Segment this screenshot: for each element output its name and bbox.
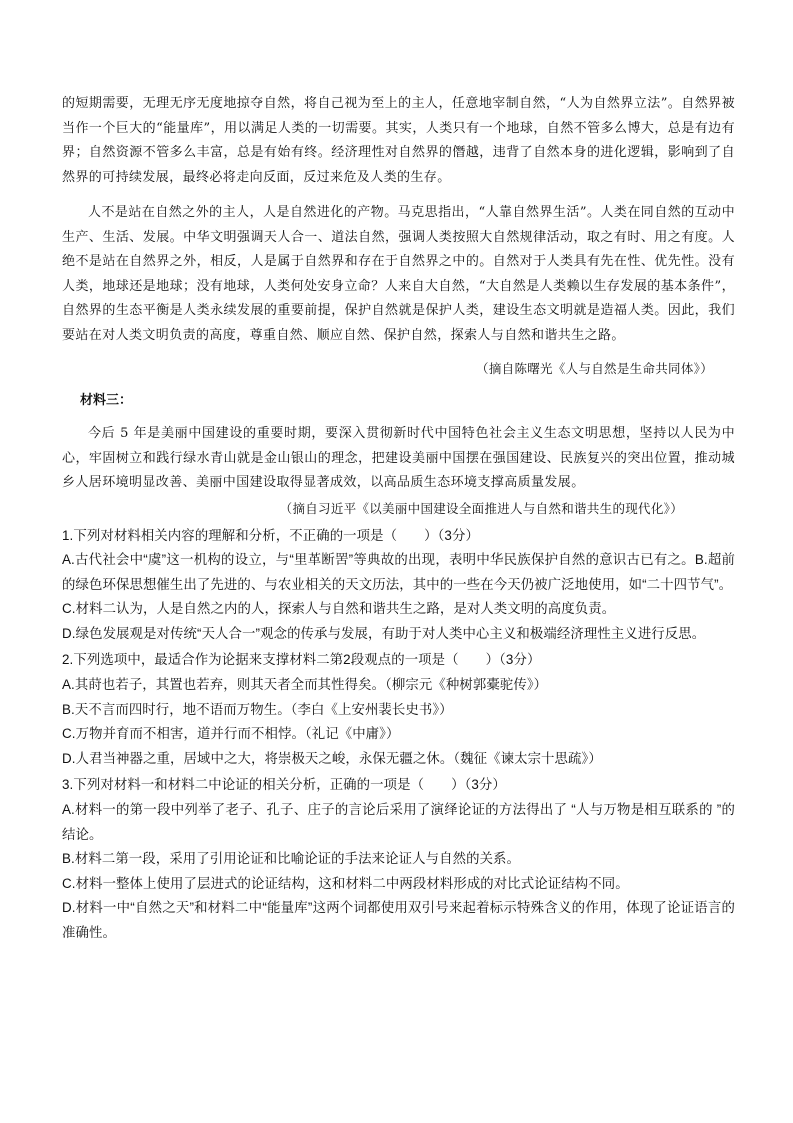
material3-heading: 材料三： <box>80 393 133 408</box>
question-3-option-b: B.材料二第一段，采用了引用论证和比喻论证的手法来论证人与自然的关系。 <box>62 851 521 867</box>
material3-source: （摘自习近平《以美丽中国建设全面推进人与自然和谐共生的现代化》） <box>279 500 683 516</box>
question-1-option-d: D.绿色发展观是对传统“天人合一”观念的传承与发展，有助于对人类中心主义和极端经济理性主义进行反思。 <box>62 625 706 641</box>
question-3-option-d: D.材料一中“自然之天”和材料二中“能量库”这两个词都使用双引号来起着标示特殊含义的作用，体现了论证语言的准确性。 <box>62 900 735 940</box>
question-3-stem: 3.下列对材料一和材料二中论证的相关分析，正确的一项是（ ）（3分） <box>62 777 506 793</box>
question-2-stem: 2.下列选项中，最适合作为论据来支撑材料二第2段观点的一项是（ ）（3分） <box>62 652 541 668</box>
question-2-option-c: C.万物并育而不相害，道并行而不相悖。（礼记《中庸》） <box>62 726 400 742</box>
question-2 <box>62 648 735 771</box>
question-1 <box>62 524 735 647</box>
question-2-option-b: B.天不言而四时行，地不语而万物生。（李白《上安州裴长史书》） <box>62 701 453 717</box>
question-3-option-a: A.材料一的第一段中列举了老子、孔子、庄子的言论后采用了演绎论证的方法得出了 “人与万物是相互联系的 ”的结论。 <box>62 802 735 842</box>
question-2-option-d: D.人君当神器之重，居域中之大，将崇极天之峻，永保无疆之休。（魏征《谏太宗十思疏》） <box>62 750 602 766</box>
question-3-option-c: C.材料一整体上使用了层进式的论证结构，这和材料二中两段材料形成的对比式论证结构不同。 <box>62 875 629 891</box>
question-1-stem: 1.下列对材料相关内容的理解和分析，不正确的一项是（ ）（3分） <box>62 527 479 543</box>
material3-paragraph: 今后 5 年是美丽中国建设的重要时期，要深入贯彻新时代中国特色社会主义生态文明思想，坚持以人民为中心，牢固树立和践行绿水青山就是金山银山的理念，把建设美丽中国摆在强国建设、民族复兴的突出位置，推动城乡人居环境明显改善、美丽中国建设取得显著成效，以高品质生态环境支撑高质量发展。 <box>62 426 735 490</box>
question-3 <box>62 773 735 945</box>
question-2-option-a: A.其莳也若子，其置也若弃，则其天者全而其性得矣。（柳宗元《种树郭橐驼传》） <box>62 677 548 693</box>
question-1-option-a-b: A.古代社会中“虞”这一机构的设立，与“里革断罟”等典故的出现，表明中华民族保护自然的意识古已有之。B.超前的绿色环保思想催生出了先进的、与农业相关的天文历法，其中的一些在今天仍被广泛地使用，如“二十四节气”。 <box>62 552 735 592</box>
material2-source: （摘自陈曙光《人与自然是生命共同体》） <box>476 361 713 376</box>
material2-paragraph-2: 人不是站在自然之外的主人，人是自然进化的产物。马克思指出，“人靠自然界生活”。人类在同自然的互动中生产、生活、发展。中华文明强调天人合一、道法自然，强调人类按照大自然规律活动，取之有时、用之有度。人绝不是站在自然界之外，相反，人是属于自然界和存在于自然界之中的。自然对于人类具有先在性、优先性。没有人类，地球还是地球；没有地球，人类何处安身立命？人来自大自然，“大自然是人类赖以生存发展的基本条件”，自然界的生态平衡是人类永续发展的重要前提，保护自然就是保护人类，建设生态文明就是造福人类。因此，我们要站在对人类文明负责的高度，尊重自然、顺应自然、保护自然，探索人与自然和谐共生之路。 <box>62 205 735 343</box>
question-1-option-c: C.材料二认为，人是自然之内的人，探索人与自然和谐共生之路，是对人类文明的高度负责。 <box>62 601 616 617</box>
material2-paragraph-1: 的短期需要，无理无序无度地掠夺自然，将自己视为至上的主人，任意地宰制自然，“人为自然界立法”。自然界被当作一个巨大的“能量库”，用以满足人类的一切需要。其实，人类只有一个地球，自然不管多么博大，总是有边有界；自然资源不管多么丰富，总是有始有终。经济理性对自然界的僭越，违背了自然本身的进化逻辑，影响到了自然界的可持续发展，最终必将走向反面，反过来危及人类的生存。 <box>62 96 735 185</box>
